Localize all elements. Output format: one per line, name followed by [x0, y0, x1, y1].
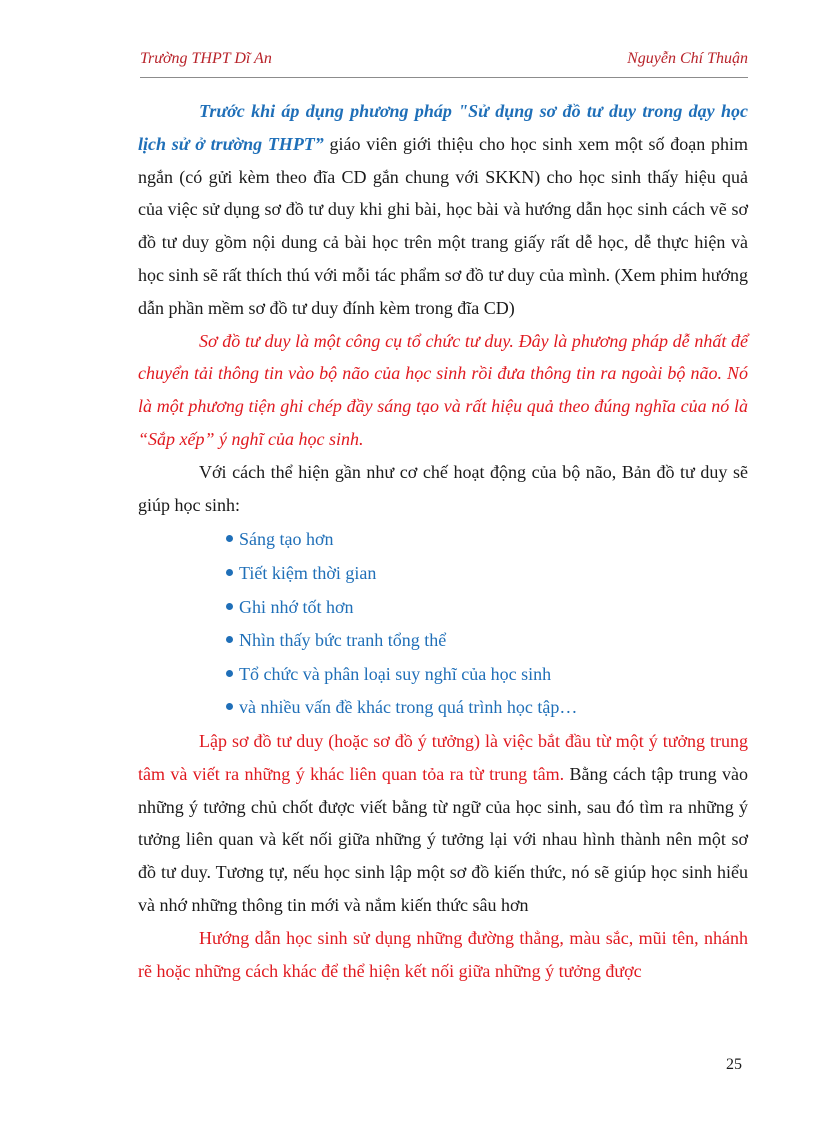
intro-emphasis: Trước khi áp dụng phương pháp "Sử dụng sơ đồ tư duy trong dạy học lịch sử ở trường THPT”	[138, 101, 748, 154]
bullet-icon	[226, 670, 233, 677]
benefits-list	[138, 523, 748, 725]
list-item: Tổ chức và phân loại suy nghĩ của học sinh	[226, 658, 748, 692]
page-number: 25	[726, 1056, 742, 1073]
header-author: Nguyễn Chí Thuận	[627, 50, 748, 67]
list-item: Nhìn thấy bức tranh tổng thể	[226, 624, 748, 658]
paragraph-benefits-intro: Với cách thể hiện gần như cơ chế hoạt động của bộ não, Bản đồ tư duy sẽ giúp học sinh:	[138, 461, 748, 515]
bullet-icon	[226, 703, 233, 710]
list-item: Ghi nhớ tốt hơn	[226, 591, 748, 625]
header-school: Trường THPT Dĩ An	[140, 50, 272, 67]
paragraph-definition: Sơ đồ tư duy là một công cụ tổ chức tư duy. Đây là phương pháp dễ nhất để chuyển tải thông tin vào bộ não của học sinh rồi đưa thông tin ra ngoài bộ não. Nó là một phương tiện ghi chép đầy sáng tạo và rất hiệu quả theo đúng nghĩa của nó là “Sắp xếp” ý nghĩ của học sinh.	[138, 330, 748, 449]
bullet-icon	[226, 535, 233, 542]
list-item: Sáng tạo hơn	[226, 523, 748, 557]
page-header	[140, 50, 748, 78]
list-item: Tiết kiệm thời gian	[226, 557, 748, 591]
process-emphasis: Lập sơ đồ tư duy (hoặc sơ đồ ý tưởng) là việc bắt đầu từ một ý tưởng trung tâm và viết ra những ý khác liên quan tỏa ra từ trung tâm.	[138, 730, 748, 784]
bullet-icon	[226, 636, 233, 643]
paragraph-guidance: Hướng dẫn học sinh sử dụng những đường thẳng, màu sắc, mũi tên, nhánh rẽ hoặc những cách khác để thể hiện kết nối giữa những ý tưởng được	[138, 927, 748, 981]
page-body	[138, 95, 748, 987]
paragraph-intro	[138, 95, 748, 325]
list-item: và nhiều vấn đề khác trong quá trình học tập…	[226, 691, 748, 725]
intro-text: giáo viên giới thiệu cho học sinh xem một số đoạn phim ngắn (có gửi kèm theo đĩa CD gắn chung với SKKN) cho học sinh thấy hiệu quả của việc sử dụng sơ đồ tư duy khi ghi bài, học bài và hướng dẫn học sinh cách vẽ sơ đồ tư duy gồm nội dung cả bài học trên một trang giấy rất dễ học, dễ thực hiện và học sinh sẽ rất thích thú với mỗi tác phẩm sơ đồ tư duy của mình. (Xem phim hướng dẫn phần mềm sơ đồ tư duy đính kèm trong đĩa CD)	[138, 133, 748, 318]
bullet-icon	[226, 569, 233, 576]
process-text: Bằng cách tập trung vào những ý tưởng chủ chốt được viết bằng từ ngữ của học sinh, sau đó tìm ra những ý tưởng liên quan và kết nối giữa những ý tưởng lại với nhau hình thành nên một sơ đồ tư duy. Tương tự, nếu học sinh lập một sơ đồ kiến thức, nó sẽ giúp học sinh hiểu và nhớ những thông tin mới và nắm kiến thức sâu hơn	[138, 763, 749, 915]
paragraph-mindmap-process	[138, 725, 748, 922]
bullet-icon	[226, 603, 233, 610]
